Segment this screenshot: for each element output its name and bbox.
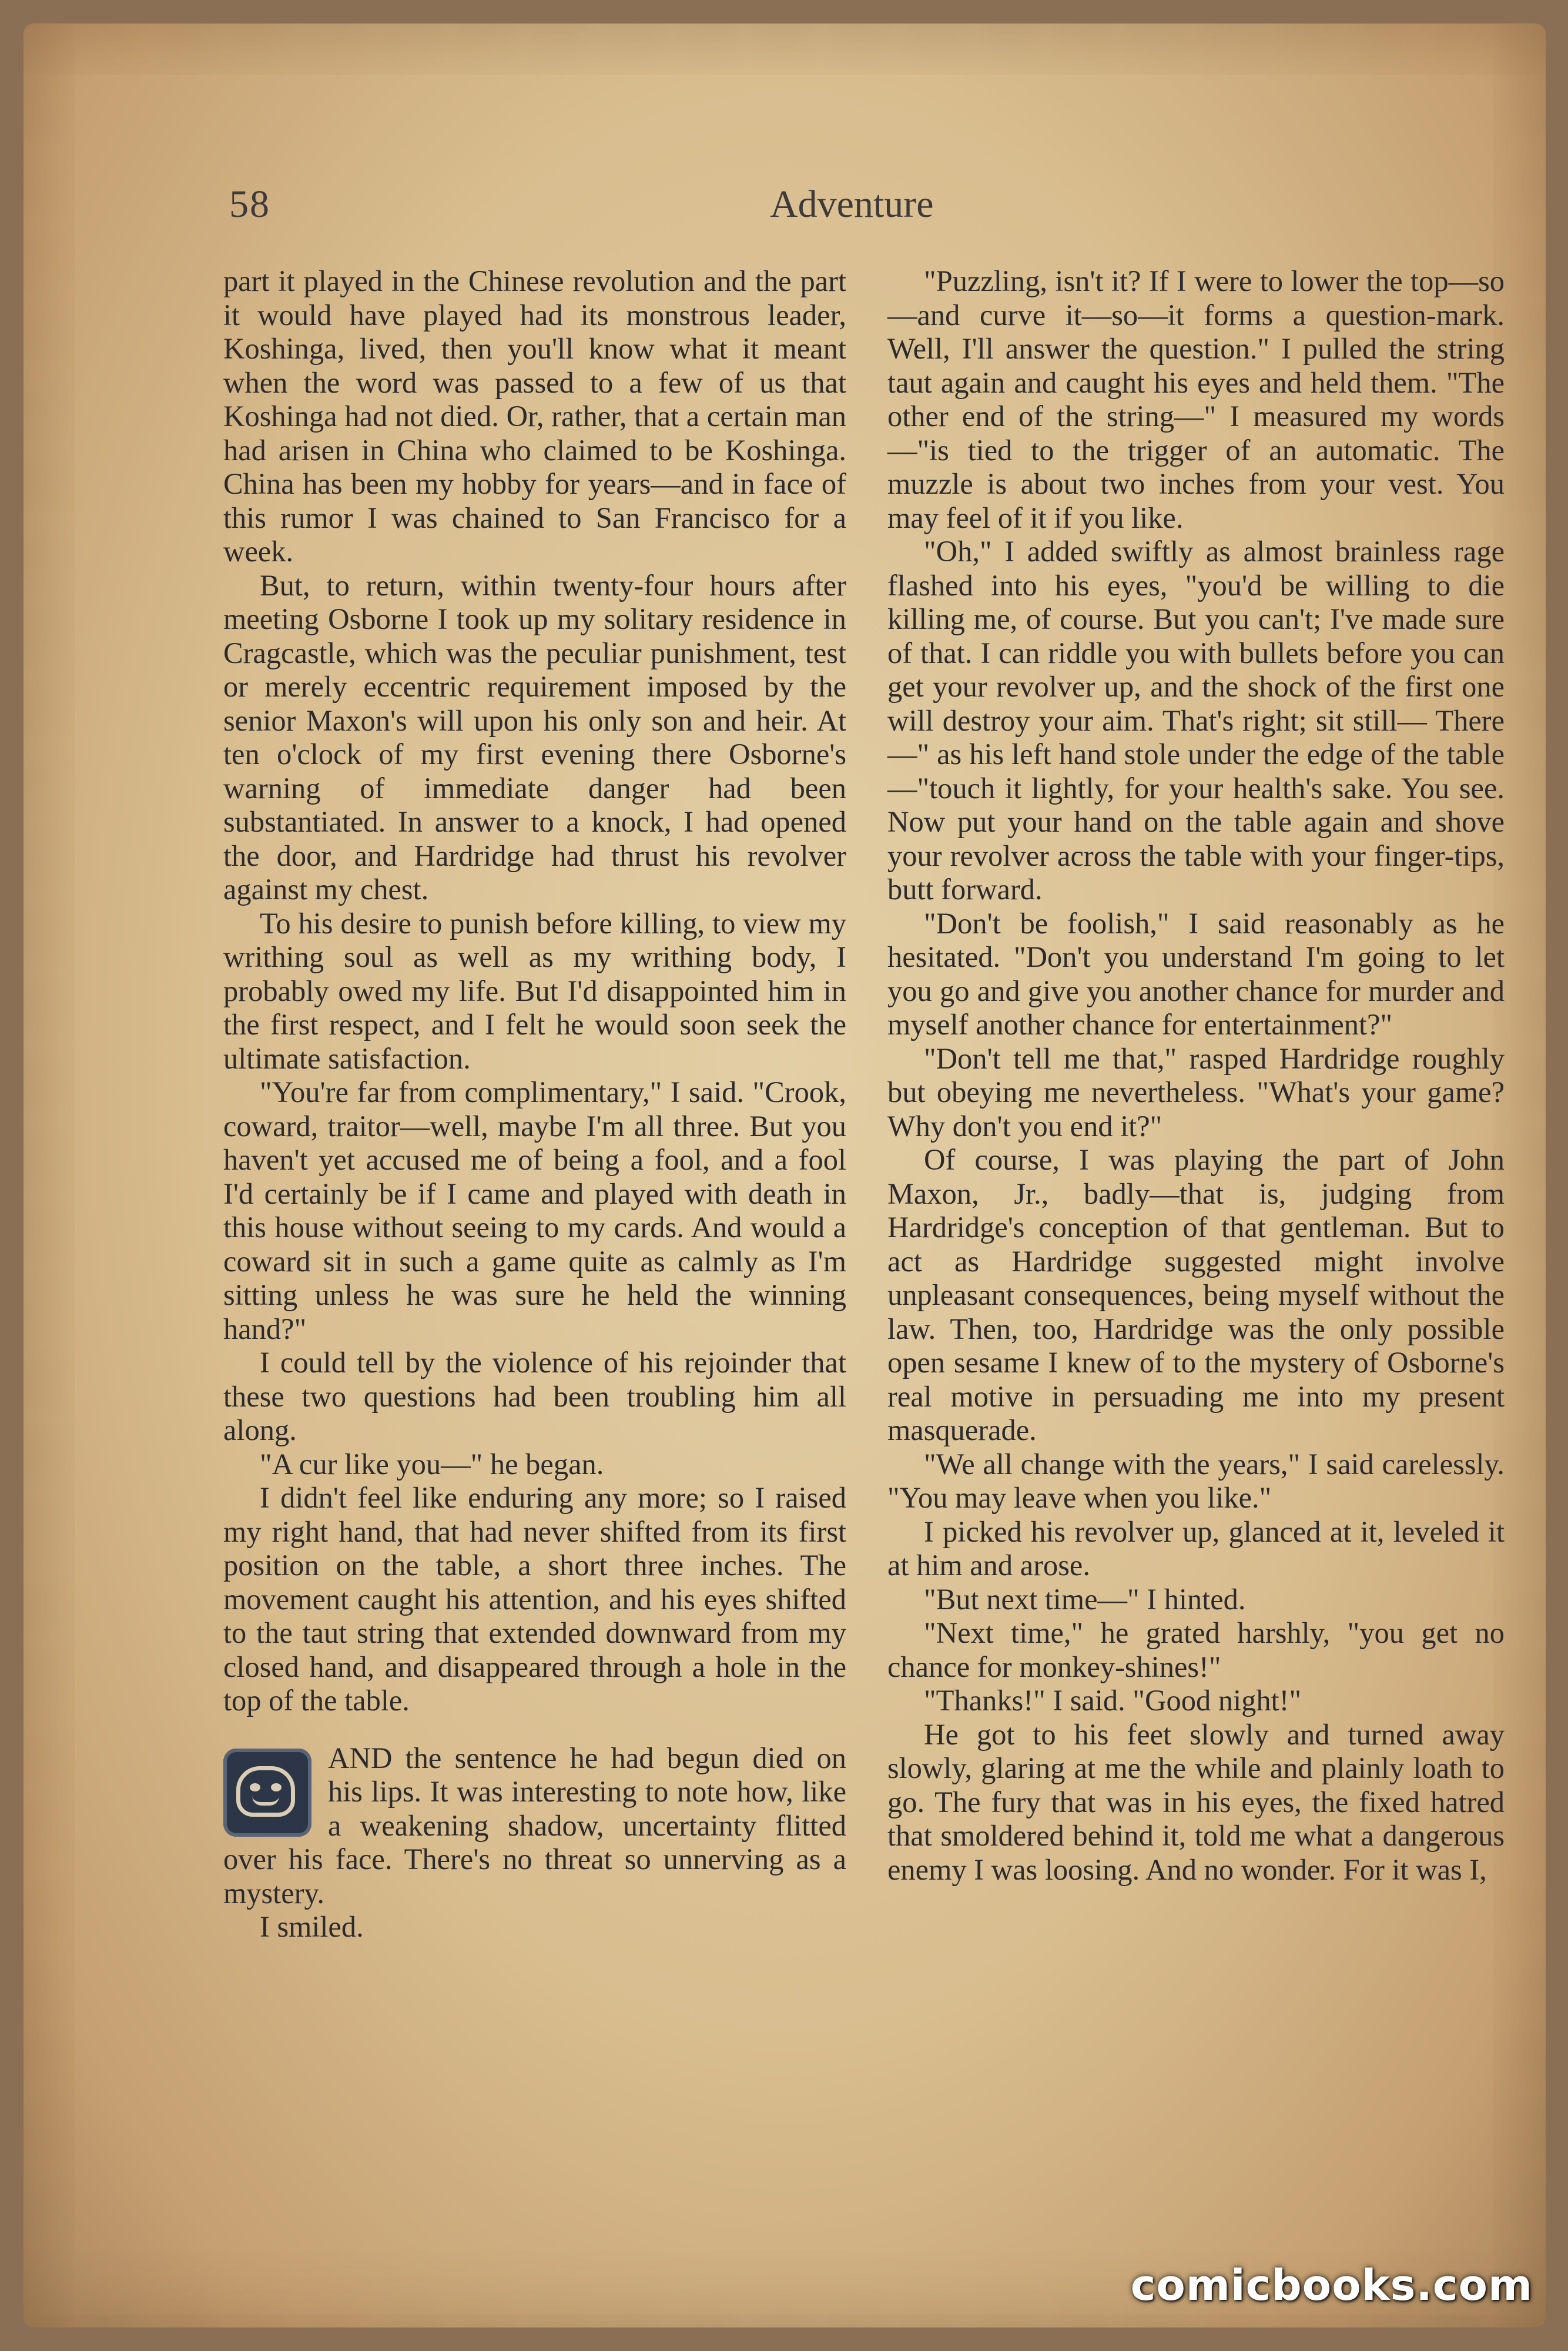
- running-title: Adventure: [770, 183, 934, 226]
- page-number: 58: [229, 183, 270, 226]
- magazine-page: [24, 24, 1546, 2327]
- paragraph: "We all change with the years," I said carelessly. "You may leave when you like.": [887, 1447, 1505, 1514]
- paragraph: part it played in the Chinese revolution and the part it would have played had its monstrous leader, Koshinga, lived, then you'll know what it meant when the word was passed to a few of us that Koshinga had not died. Or, rather, that a certain man had arisen in China who claimed to be Koshinga. China has been my hobby for years—and in face of this rumor I was chained to San Francisco for a week.: [223, 264, 846, 568]
- decorative-initial-icon: [223, 1749, 311, 1837]
- paragraph: I picked his revolver up, glanced at it, leveled it at him and arose.: [887, 1515, 1505, 1582]
- watermark: comicbooks.com: [1130, 2260, 1533, 2310]
- paragraph: "Thanks!" I said. "Good night!": [924, 1684, 1302, 1717]
- paragraph: But, to return, within twenty-four hours after meeting Osborne I took up my solitary residence in Cragcastle, which was the peculiar punishment, test or merely eccentric requirement imposed by the senior Maxon's will upon his only son and heir. At ten o'clock of my first evening there Osborne's warning of immediate danger had been substantiated. In answer to a knock, I had opened the door, and Hardridge had thrust his revolver against my chest.: [223, 568, 846, 906]
- paragraph: I didn't feel like enduring any more; so I raised my right hand, that had never shifted from its first position on the table, a short three inches. The movement caught his attention, and his eyes shifted to the taut string that extended downward from my closed hand, and disappeared through a hole in the top of the table.: [223, 1481, 846, 1717]
- initial-paragraph: AND the sentence he had begun died on his lips. It was interesting to note how, like a weakening shadow, uncertainty flitted over his face. There's no threat so unnerving as a mystery.: [223, 1741, 846, 1910]
- initial-paragraph-block: [223, 1742, 846, 1911]
- left-column: [223, 264, 846, 1944]
- paragraph: To his desire to punish before killing, to view my writhing soul as well as my writhing body, I probably owed my life. But I'd disappointed him in the first respect, and I felt he would soon seek the ultimate satisfaction.: [223, 906, 846, 1075]
- paragraph: "Don't tell me that," rasped Hardridge roughly but obeying me nevertheless. "What's your game? Why don't you end it?": [887, 1041, 1505, 1143]
- paragraph: "Don't be foolish," I said reasonably as he hesitated. "Don't you understand I'm going to let you go and give you another chance for murder and myself another chance for entertainment?": [887, 906, 1505, 1041]
- paragraph: Of course, I was playing the part of John Maxon, Jr., badly—that is, judging from Hardridge's conception of that gentleman. But to act as Hardridge suggested might involve unpleasant consequences, being myself without the law. Then, too, Hardridge was the only possible open sesame I knew of to the mystery of Osborne's real motive in persuading me into my present masquerade.: [887, 1143, 1505, 1446]
- paragraph: "Oh," I added swiftly as almost brainless rage flashed into his eyes, "you'd be willing to die killing me, of course. But you can't; I've made sure of that. I can riddle you with bullets before you can get your revolver up, and the shock of the first one will destroy your aim. That's right; sit still— There—" as his left hand stole under the edge of the table—"touch it lightly, for your health's sake. You see. Now put your hand on the table again and shove your revolver across the table with your finger-tips, butt forward.: [887, 535, 1505, 906]
- paragraph: "Puzzling, isn't it? If I were to lower the top—so—and curve it—so—it forms a question-mark. Well, I'll answer the question." I pulled the string taut again and caught his eyes and held them. "The other end of the string—" I measured my words—"is tied to the trigger of an automatic. The muzzle is about two inches from your vest. You may feel of it if you like.: [887, 264, 1505, 534]
- paragraph: He got to his feet slowly and turned away slowly, glaring at me the while and plainly loath to go. The fury that was in his eyes, the fixed hatred that smoldered behind it, told me what a dangerous enemy I was loosing. And no wonder. For it was I,: [887, 1717, 1505, 1886]
- paragraph: "Next time," he grated harshly, "you get no chance for monkey-shines!": [887, 1616, 1505, 1683]
- paragraph: "But next time—" I hinted.: [924, 1582, 1246, 1616]
- paragraph: I smiled.: [260, 1910, 364, 1943]
- right-column: [887, 264, 1505, 1887]
- paragraph: I could tell by the violence of his rejoinder that these two questions had been troubling him all along.: [223, 1346, 846, 1446]
- paragraph: "A cur like you—" he began.: [260, 1447, 604, 1481]
- page-header: [229, 182, 1458, 235]
- paragraph: "You're far from complimentary," I said. "Crook, coward, traitor—well, maybe I'm all three. But you haven't yet accused me of being a fool, and a fool I'd certainly be if I came and played with death in this house without seeing to my cards. And would a coward sit in such a game quite as calmly as I'm sitting unless he was sure he held the winning hand?": [223, 1076, 846, 1345]
